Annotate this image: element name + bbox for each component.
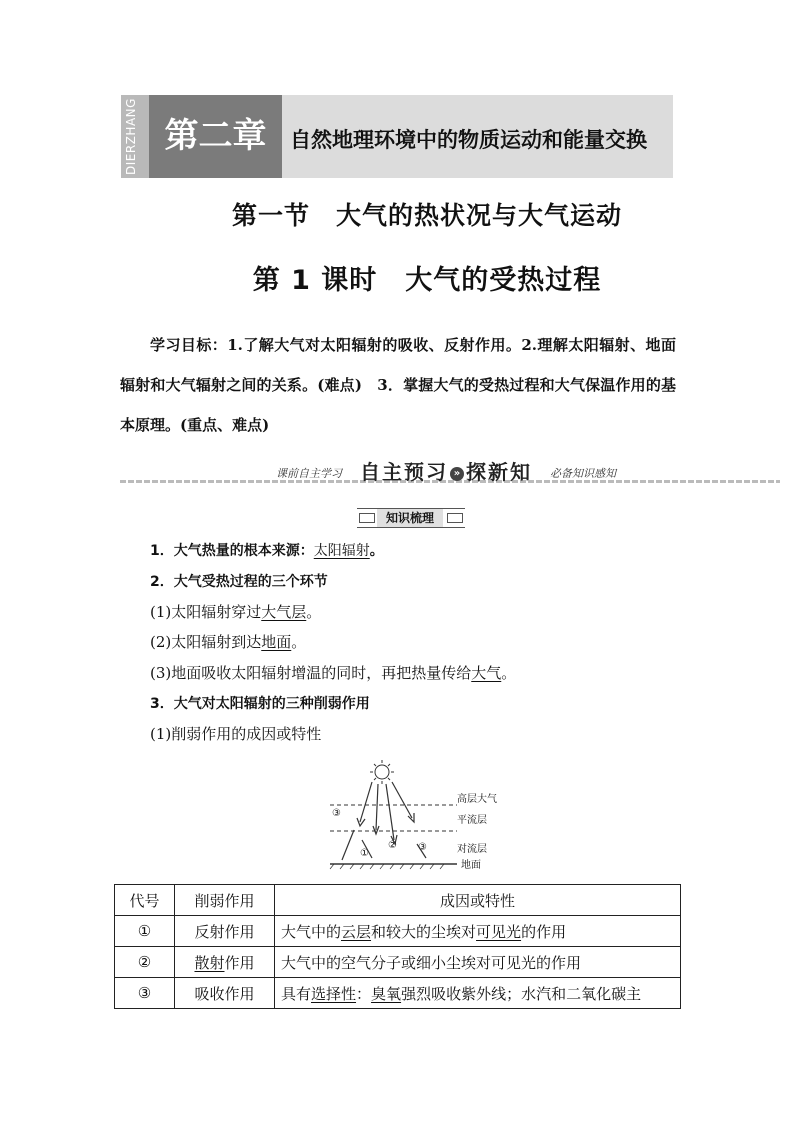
cell-text: 强烈吸收紫外线；水汽和二氧化碳主 <box>401 984 642 1003</box>
divider-heading-right: 探新知 <box>466 460 532 484</box>
table-header-row <box>115 885 681 916</box>
cell-effect <box>175 947 275 978</box>
cell-cause: 大气中的空气分子或细小尘埃对可见光的作用 <box>275 947 681 978</box>
item-2c-suffix: 。 <box>501 664 517 682</box>
item-2b-suffix: 。 <box>291 633 307 651</box>
item-2b-answer: 地面 <box>261 633 292 651</box>
item-2: 2．大气受热过程的三个环节 <box>150 574 328 590</box>
knowledge-tag-label: 知识梳理 <box>377 509 443 527</box>
divider-right-caption: 必备知识感知 <box>550 467 616 480</box>
cell-text: 具有 <box>281 984 312 1003</box>
cell-text: ： <box>356 984 372 1003</box>
label-stratosphere: 平流层 <box>457 815 487 826</box>
chapter-banner <box>121 95 673 178</box>
item-2c-text: (3)地面吸收太阳辐射增温的同时，再把热量传给 <box>150 664 472 682</box>
cell-effect: 反射作用 <box>175 916 275 947</box>
item-2a-suffix: 。 <box>306 603 322 621</box>
sun-icon <box>370 760 394 784</box>
cell-code: ① <box>115 916 175 947</box>
item-2c <box>150 662 516 683</box>
item-2b-text: (2)太阳辐射到达 <box>150 633 262 651</box>
chapter-subtitle: 自然地理环境中的物质运动和能量交换 <box>282 95 673 178</box>
cell-code: ③ <box>115 978 175 1009</box>
divider-heading <box>360 456 532 485</box>
item-1-text: 1．大气热量的根本来源： <box>150 543 314 559</box>
label-ground: 地面 <box>461 860 481 871</box>
item-3: 3．大气对太阳辐射的三种削弱作用 <box>150 696 370 712</box>
cell-text: 的作用 <box>521 922 567 941</box>
cell-answer: 可见光 <box>476 922 522 941</box>
item-2b <box>150 631 306 652</box>
table-row <box>115 947 681 978</box>
section-title: 第一节 大气的热状况与大气运动 <box>231 201 622 230</box>
objectives-label: 学习目标： <box>150 336 228 354</box>
table-row <box>115 978 681 1009</box>
banner-vertical-text: DIERZHANG <box>124 98 138 175</box>
marker-2: ② <box>388 840 397 851</box>
item-2c-answer: 大气 <box>471 664 502 682</box>
cell-answer: 选择性 <box>311 984 357 1003</box>
arrow-icon: » <box>450 467 464 481</box>
cell-answer: 散射 <box>194 953 225 972</box>
cell-text: 和较大的尘埃对 <box>371 922 477 941</box>
marker-3-top: ③ <box>332 808 341 819</box>
objectives-text: 1.了解大气对太阳辐射的吸收、反射作用。2.理解太阳辐射、地面辐射和大气辐射之间的关系。(难点) 3．掌握大气的受热过程和大气保温作用的基本原理。(重点、难点) <box>120 336 676 434</box>
col-header-effect: 削弱作用 <box>175 885 275 916</box>
table-row <box>115 916 681 947</box>
knowledge-tag <box>357 508 465 528</box>
item-1-answer: 太阳辐射 <box>313 543 370 559</box>
label-upper-atmosphere: 高层大气 <box>457 794 497 805</box>
weakening-table <box>114 884 681 1009</box>
label-troposphere: 对流层 <box>457 844 487 855</box>
item-2a-answer: 大气层 <box>261 603 307 621</box>
cell-code: ② <box>115 947 175 978</box>
cell-answer: 云层 <box>341 922 372 941</box>
cell-effect: 吸收作用 <box>175 978 275 1009</box>
atmosphere-diagram <box>322 760 502 872</box>
cell-cause <box>275 978 681 1009</box>
item-1 <box>150 540 384 560</box>
marker-1: ① <box>360 848 369 859</box>
lesson-title: 第 1 课时 大气的受热过程 <box>252 265 602 296</box>
item-3a: (1)削弱作用的成因或特性 <box>150 725 322 743</box>
col-header-cause: 成因或特性 <box>275 885 681 916</box>
item-1-suffix: 。 <box>369 543 384 559</box>
divider-heading-left: 自主预习 <box>360 460 448 484</box>
item-2a-text: (1)太阳辐射穿过 <box>150 603 262 621</box>
item-2a <box>150 601 321 622</box>
chapter-label: 第二章 <box>149 95 282 178</box>
cell-text: 作用 <box>224 953 255 972</box>
section-divider <box>120 456 780 488</box>
learning-objectives <box>120 325 676 445</box>
cell-answer: 臭氧 <box>371 984 402 1003</box>
cell-cause <box>275 916 681 947</box>
radiation-arrows <box>342 782 426 860</box>
cell-text: 大气中的 <box>281 922 342 941</box>
divider-left-caption: 课前自主学习 <box>276 467 342 480</box>
marker-3-bottom: ③ <box>418 842 427 853</box>
col-header-code: 代号 <box>115 885 175 916</box>
